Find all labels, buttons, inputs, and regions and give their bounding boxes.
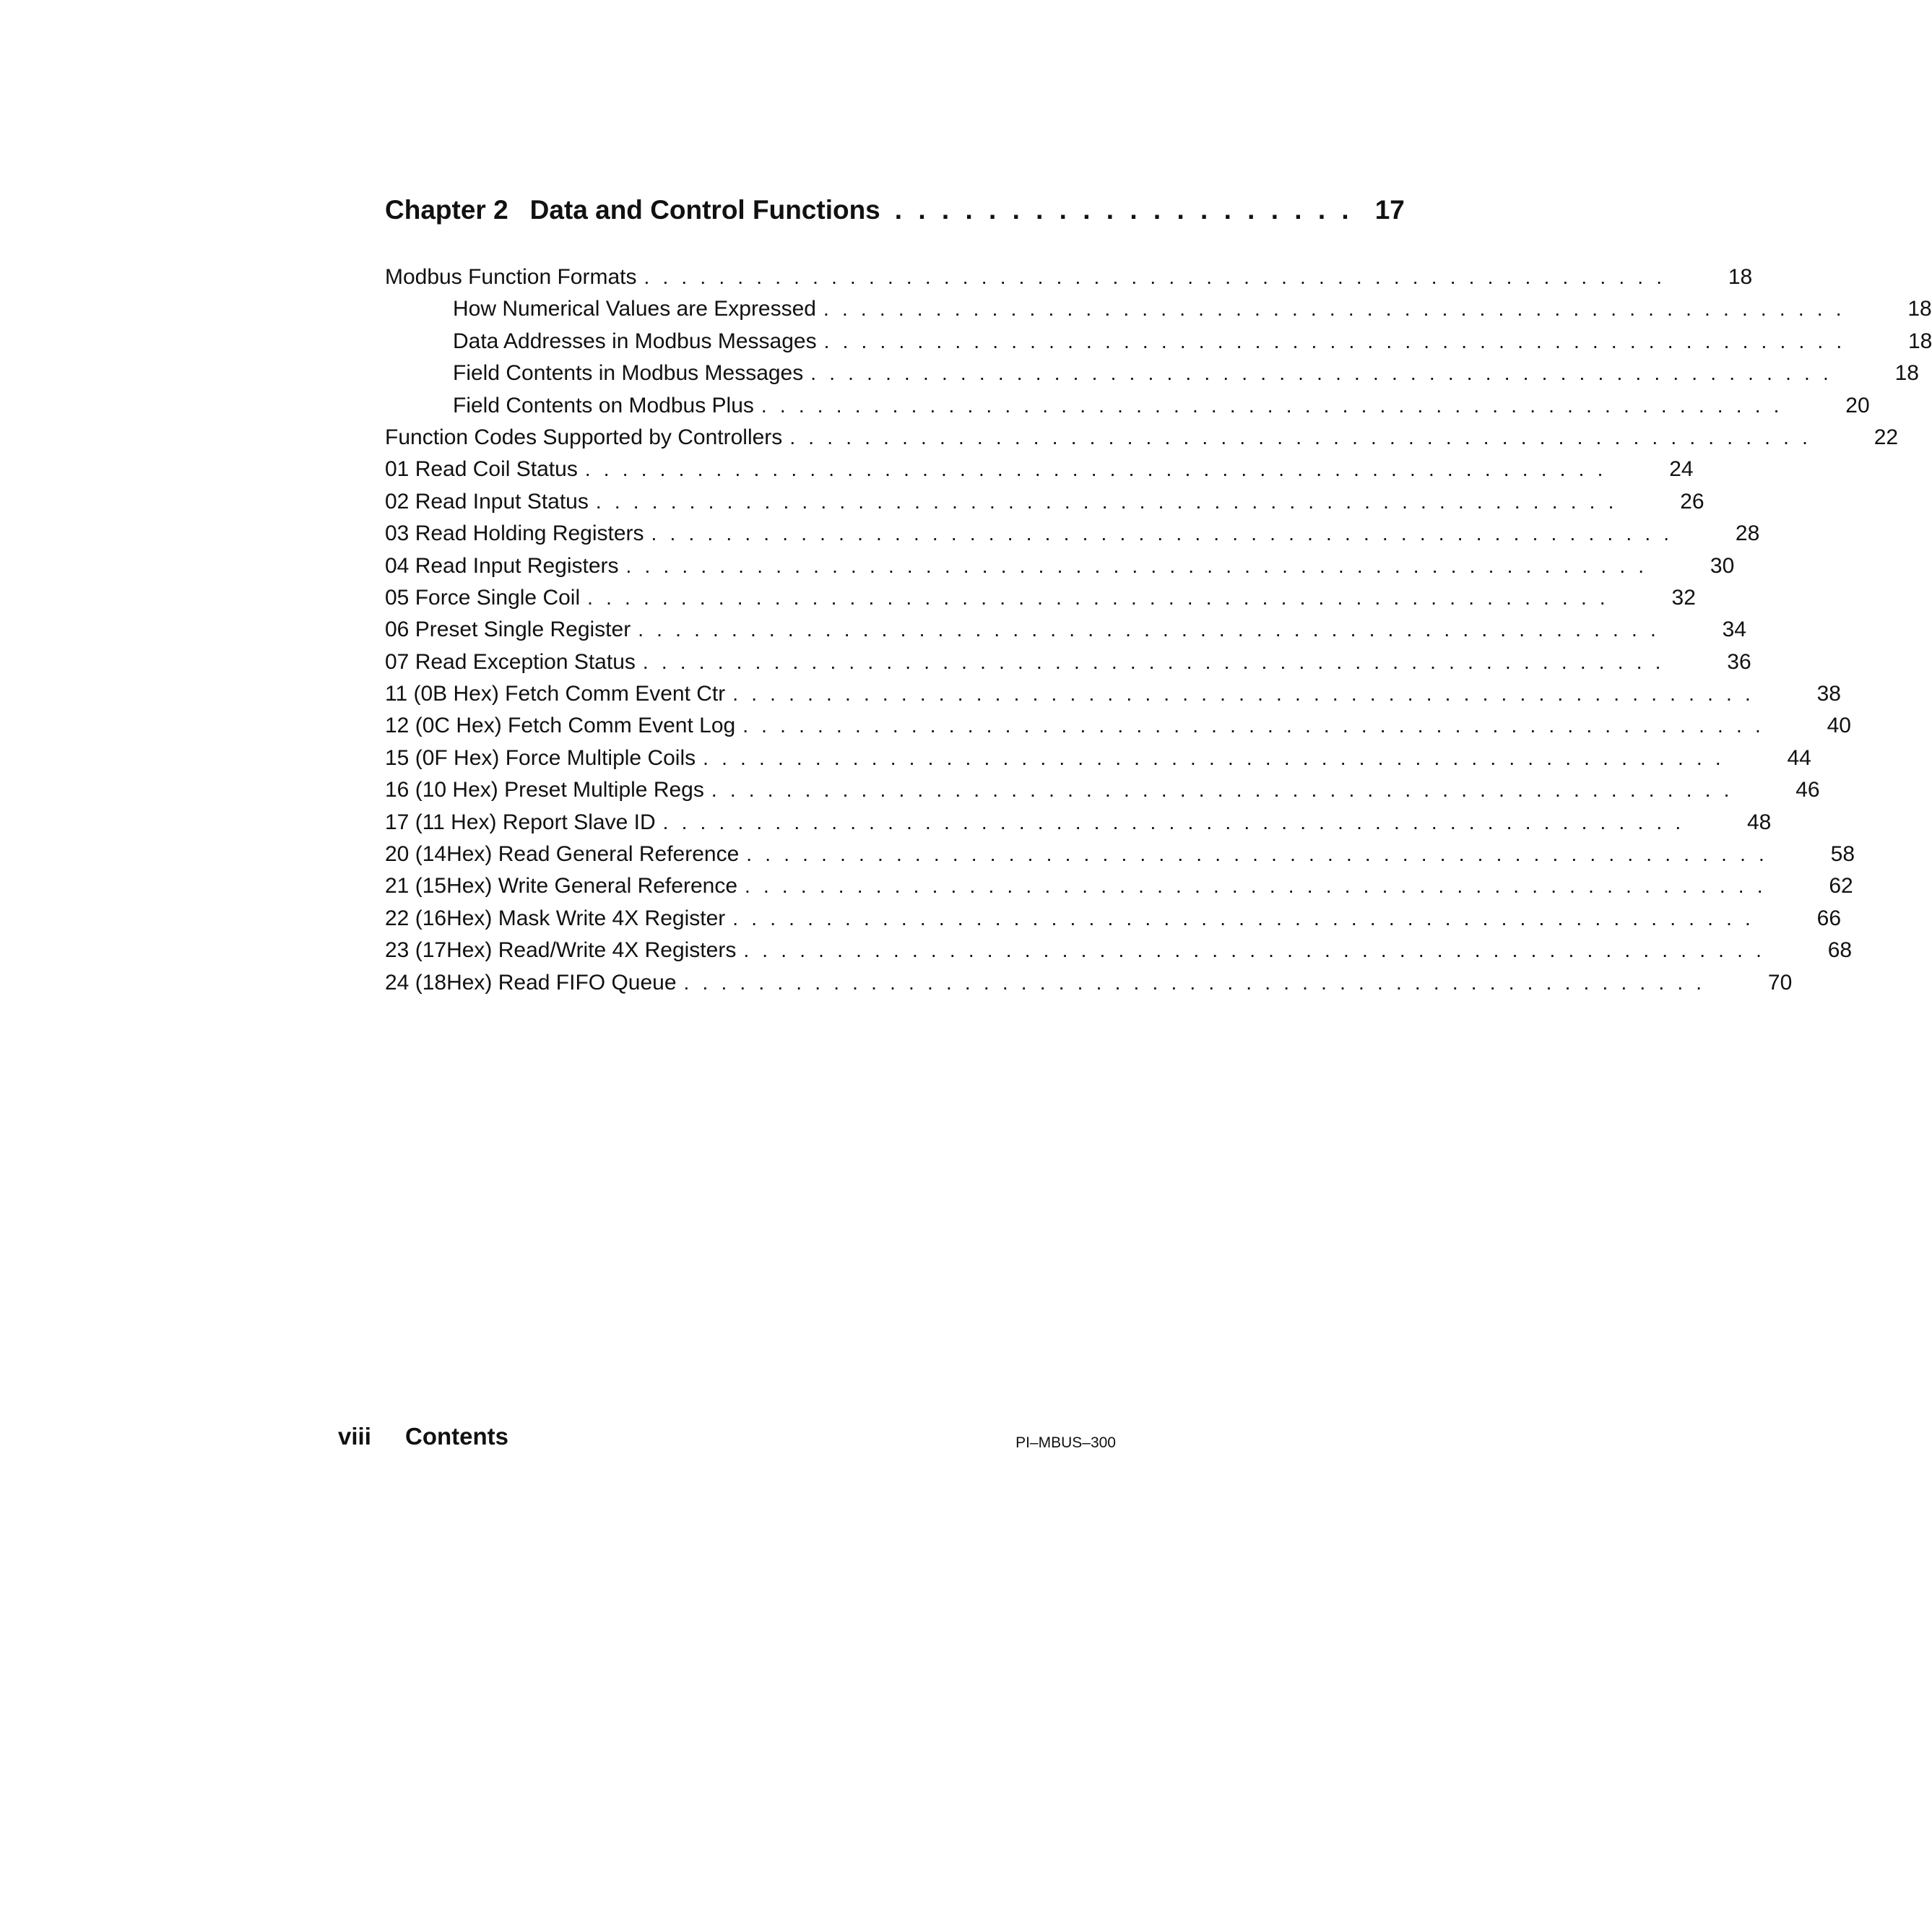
toc-entry-page-number: 28: [1735, 521, 1760, 546]
toc-dot-leader: . . . . . . . . . . . . . . . . . . . . . . . . . . . . . . . . . . . . . . . . . . . . . . . . . . . . . . .: [642, 650, 1665, 673]
toc-entry[interactable]: [385, 710, 1851, 742]
toc-entry-title: Data Addresses in Modbus Messages: [453, 329, 817, 353]
toc-entry[interactable]: [385, 582, 1696, 614]
toc-dot-leader: . . . . . . . . . . . . . . . . . . . . . . . . . . . . . . . . . . . . . . . . . . . . . . . . . . . . . . .: [683, 971, 1706, 994]
toc-dot-leader: . . . . . . . . . . . . . . . . . . . . . . . . . . . . . . . . . . . . . . . . . . . . . . . . . . . . . . .: [644, 266, 1666, 288]
toc-entry-title: 24 (18Hex) Read FIFO Queue: [385, 970, 677, 995]
toc-entry-title: Function Codes Supported by Controllers: [385, 425, 783, 449]
toc-dot-leader: . . . . . . . . . . . . . . . . . . . . . . . . . . . . . . . . . . . . . . . . . . . . . . . . . . . . . . .: [732, 683, 1754, 706]
toc-dot-leader: . . . . . . . . . . . . . . . . . . . . . . . . . . . . . . . . . . . . . . . . . . . . . . . . . . . . . . .: [746, 843, 1769, 866]
toc-dot-leader: . . . . . . . . . . . . . . . . . . . . . . . . . . . . . . . . . . . . . . . . . . . . . . . . . . . . . . .: [810, 362, 1832, 385]
footer-document-code: PI–MBUS–300: [1015, 1434, 1116, 1451]
toc-entry[interactable]: [385, 614, 1746, 646]
chapter-heading: [385, 195, 1405, 233]
toc-entry-title: 02 Read Input Status: [385, 489, 589, 514]
toc-entry-page-number: 18: [1907, 329, 1932, 353]
chapter-dot-leader: . . . . . . . . . . . . . . . . . . . .: [894, 195, 1353, 225]
toc-entry-title: 05 Force Single Coil: [385, 585, 581, 610]
toc-entry[interactable]: [385, 358, 1919, 389]
toc-entry[interactable]: [385, 774, 1820, 806]
toc-dot-leader: . . . . . . . . . . . . . . . . . . . . . . . . . . . . . . . . . . . . . . . . . . . . . . . . . . . . . . .: [625, 554, 1648, 577]
toc-entry-page-number: 38: [1816, 682, 1841, 706]
toc-dot-leader: . . . . . . . . . . . . . . . . . . . . . . . . . . . . . . . . . . . . . . . . . . . . . . . . . . . . . . .: [584, 458, 1607, 481]
toc-dot-leader: . . . . . . . . . . . . . . . . . . . . . . . . . . . . . . . . . . . . . . . . . . . . . . . . . . . . . . .: [789, 425, 1812, 449]
toc-dot-leader: . . . . . . . . . . . . . . . . . . . . . . . . . . . . . . . . . . . . . . . . . . . . . . . . . . . . . . .: [703, 746, 1725, 769]
toc-dot-leader: . . . . . . . . . . . . . . . . . . . . . . . . . . . . . . . . . . . . . . . . . . . . . . . . . . . . . . .: [761, 394, 1783, 417]
toc-entry-page-number: 40: [1827, 714, 1851, 738]
toc-entry-page-number: 24: [1669, 457, 1694, 482]
footer-folio: viii: [338, 1423, 371, 1450]
toc-dot-leader: . . . . . . . . . . . . . . . . . . . . . . . . . . . . . . . . . . . . . . . . . . . . . . . . . . . . . . .: [823, 298, 1845, 321]
toc-dot-leader: . . . . . . . . . . . . . . . . . . . . . . . . . . . . . . . . . . . . . . . . . . . . . . . . . . . . . . .: [711, 779, 1733, 802]
toc-entry[interactable]: [385, 454, 1694, 485]
toc-entry-page-number: 18: [1894, 361, 1919, 386]
footer-section-title: Contents: [405, 1423, 508, 1450]
chapter-page-number: 17: [1374, 195, 1405, 225]
toc-entry[interactable]: [385, 261, 1753, 293]
toc-entry[interactable]: [385, 390, 1870, 422]
toc-entry[interactable]: [385, 550, 1735, 582]
toc-entry-page-number: 66: [1816, 906, 1842, 930]
toc-entry-page-number: 44: [1787, 745, 1811, 770]
toc-entry-page-number: 32: [1671, 585, 1696, 610]
toc-dot-leader: . . . . . . . . . . . . . . . . . . . . . . . . . . . . . . . . . . . . . . . . . . . . . . . . . . . . . . .: [732, 906, 1755, 930]
toc-entry-title: Modbus Function Formats: [385, 265, 637, 289]
toc-dot-leader: . . . . . . . . . . . . . . . . . . . . . . . . . . . . . . . . . . . . . . . . . . . . . . . . . . . . . . .: [651, 522, 1673, 545]
toc-entry[interactable]: [385, 870, 1853, 902]
toc-entry[interactable]: [385, 839, 1855, 870]
toc-entry-page-number: 58: [1830, 842, 1855, 867]
toc-entry-page-number: 48: [1746, 810, 1772, 834]
toc-dot-leader: . . . . . . . . . . . . . . . . . . . . . . . . . . . . . . . . . . . . . . . . . . . . . . . . . . . . . . .: [743, 939, 1766, 962]
toc-dot-leader: . . . . . . . . . . . . . . . . . . . . . . . . . . . . . . . . . . . . . . . . . . . . . . . . . . . . . . .: [595, 490, 1618, 513]
toc-entry-page-number: 36: [1727, 649, 1751, 674]
toc-entry[interactable]: [385, 967, 1793, 999]
toc-entry-page-number: 62: [1829, 874, 1853, 898]
toc-entry-title: 16 (10 Hex) Preset Multiple Regs: [385, 778, 704, 802]
toc-dot-leader: . . . . . . . . . . . . . . . . . . . . . . . . . . . . . . . . . . . . . . . . . . . . . . . . . . . . . . .: [823, 329, 1846, 352]
chapter-label: Chapter 2: [385, 195, 508, 225]
toc-entry-title: Field Contents in Modbus Messages: [453, 361, 804, 386]
toc-entry[interactable]: [385, 807, 1772, 839]
toc-entry[interactable]: [385, 903, 1842, 935]
toc-entry-title: 12 (0C Hex) Fetch Comm Event Log: [385, 714, 736, 738]
toc-entry[interactable]: [385, 742, 1811, 774]
toc-entry-page-number: 70: [1767, 970, 1793, 995]
toc-entry-page-number: 18: [1728, 265, 1753, 289]
toc-list: [385, 261, 1932, 999]
toc-entry-page-number: 18: [1907, 297, 1932, 321]
chapter-title: Data and Control Functions: [529, 195, 880, 225]
toc-entry[interactable]: [385, 678, 1841, 710]
toc-entry-title: 06 Preset Single Register: [385, 618, 631, 642]
toc-entry[interactable]: [385, 646, 1751, 678]
toc-entry[interactable]: [385, 326, 1932, 358]
toc-entry-title: 04 Read Input Registers: [385, 553, 619, 578]
toc-entry-title: 20 (14Hex) Read General Reference: [385, 842, 740, 867]
toc-entry-title: 15 (0F Hex) Force Multiple Coils: [385, 745, 696, 770]
toc-entry-title: 23 (17Hex) Read/Write 4X Registers: [385, 938, 737, 963]
toc-entry-page-number: 46: [1795, 778, 1820, 802]
toc-entry[interactable]: [385, 293, 1932, 325]
toc-entry-title: 01 Read Coil Status: [385, 457, 578, 482]
toc-entry-title: 11 (0B Hex) Fetch Comm Event Ctr: [385, 682, 726, 706]
toc-entry-page-number: 26: [1680, 489, 1704, 514]
toc-entry-page-number: 22: [1873, 425, 1899, 449]
toc-dot-leader: . . . . . . . . . . . . . . . . . . . . . . . . . . . . . . . . . . . . . . . . . . . . . . . . . . . . . . .: [742, 714, 1764, 737]
toc-dot-leader: . . . . . . . . . . . . . . . . . . . . . . . . . . . . . . . . . . . . . . . . . . . . . . . . . . . . . . .: [587, 586, 1609, 609]
toc-dot-leader: . . . . . . . . . . . . . . . . . . . . . . . . . . . . . . . . . . . . . . . . . . . . . . . . . . . . . . .: [745, 875, 1767, 898]
toc-entry[interactable]: [385, 518, 1760, 550]
toc-entry[interactable]: [385, 486, 1704, 518]
toc-entry-title: 17 (11 Hex) Report Slave ID: [385, 810, 656, 834]
toc-entry-title: 22 (16Hex) Mask Write 4X Register: [385, 906, 726, 930]
toc-entry-title: 03 Read Holding Registers: [385, 521, 644, 546]
toc-dot-leader: . . . . . . . . . . . . . . . . . . . . . . . . . . . . . . . . . . . . . . . . . . . . . . . . . . . . . . .: [662, 810, 1685, 833]
toc-entry-page-number: 30: [1710, 553, 1735, 578]
toc-entry-title: 07 Read Exception Status: [385, 649, 636, 674]
toc-entry-title: 21 (15Hex) Write General Reference: [385, 874, 737, 898]
toc-entry[interactable]: [385, 935, 1853, 966]
toc-entry-page-number: 68: [1827, 938, 1853, 963]
toc-dot-leader: . . . . . . . . . . . . . . . . . . . . . . . . . . . . . . . . . . . . . . . . . . . . . . . . . . . . . . .: [638, 618, 1660, 641]
toc-entry-page-number: 34: [1722, 618, 1746, 642]
toc-entry-title: Field Contents on Modbus Plus: [453, 393, 754, 417]
toc-entry-page-number: 20: [1845, 393, 1870, 417]
toc-entry[interactable]: [385, 422, 1899, 454]
toc-entry-title: How Numerical Values are Expressed: [453, 297, 816, 321]
